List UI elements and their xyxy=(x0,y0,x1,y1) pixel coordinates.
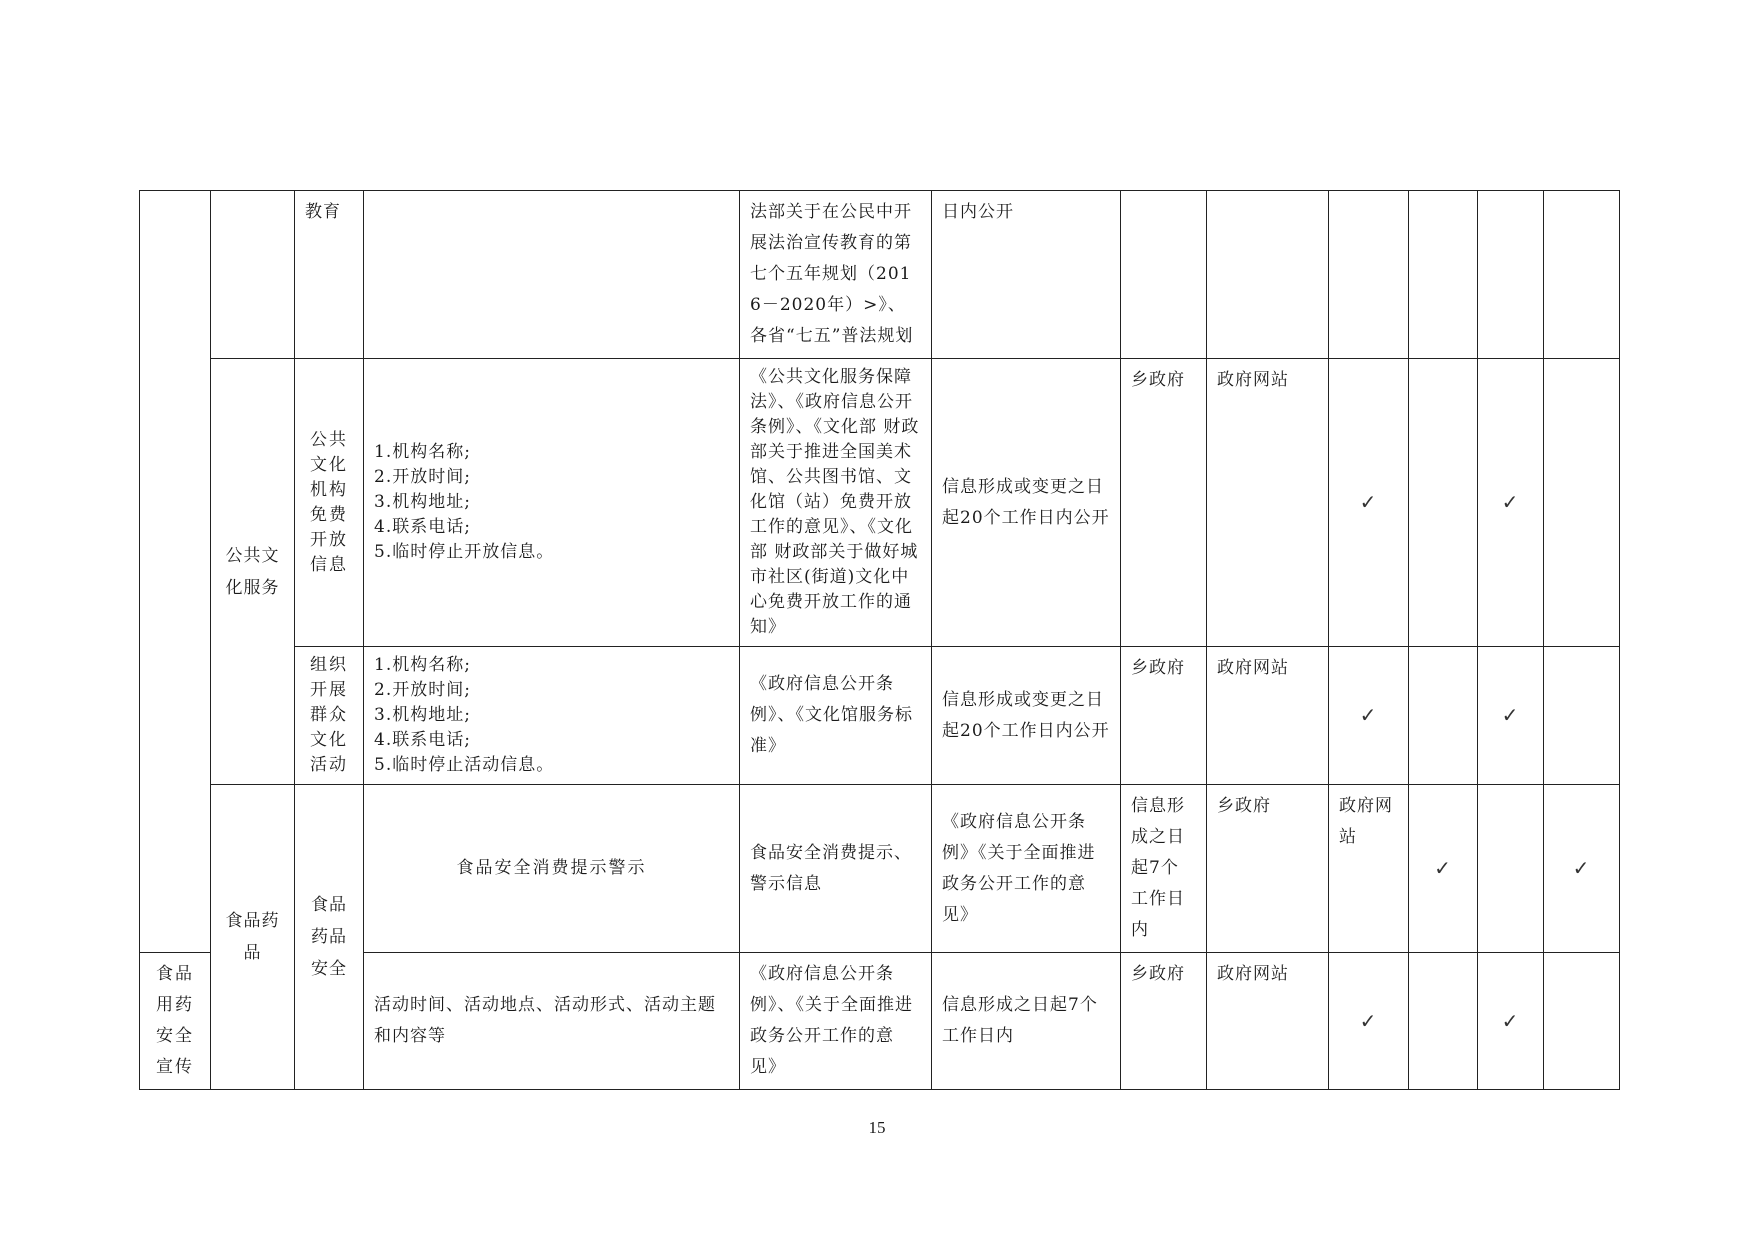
basis-cell: 法部关于在公民中开展法治宣传教育的第七个五年规划（2016－2020年）>》、各省“七五”普法规划 xyxy=(740,191,932,359)
content-item: 2.开放时间; xyxy=(374,680,471,700)
subcategory-food-drug-safety: 食品药品安全 xyxy=(295,785,364,1090)
item-cell: 食品安全消费提示警示 xyxy=(364,785,740,953)
subject-cell: 乡政府 xyxy=(1207,785,1329,953)
page-number: 15 xyxy=(868,1118,886,1137)
subject-cell: 乡政府 xyxy=(1121,647,1207,785)
timing-cell: 日内公开 xyxy=(932,191,1121,359)
table-row-culture-activities xyxy=(140,647,1620,785)
check-cell-blank xyxy=(1409,191,1478,359)
check-cell-blank xyxy=(1409,647,1478,785)
check-cell-a xyxy=(1329,191,1409,359)
checkmark-icon: ✓ xyxy=(1329,953,1409,1090)
disclosure-table-sheet xyxy=(139,190,1619,1090)
check-cell-blank xyxy=(1478,785,1544,953)
item-cell: 教育 xyxy=(295,191,364,359)
checkmark-icon: ✓ xyxy=(1478,359,1544,647)
checkmark-icon: ✓ xyxy=(1329,359,1409,647)
checkmark-icon: ✓ xyxy=(1329,647,1409,785)
checkmark-icon: ✓ xyxy=(1478,647,1544,785)
checkmark-icon: ✓ xyxy=(1544,785,1620,953)
subcategory-public-culture: 公共文化服务 xyxy=(211,359,295,785)
table-row-food-warning xyxy=(140,785,1620,953)
check-cell-blank xyxy=(1544,359,1620,647)
basis-cell: 《公共文化服务保障法》、《政府信息公开条例》、《文化部 财政部关于推进全国美术馆、公共图书馆、文化馆（站）免费开放工作的意见》、《文化部 财政部关于做好城市社区(街道)文化中心免费开放工作的通知》 xyxy=(740,359,932,647)
timing-cell: 信息形成之日起7个工作日内 xyxy=(1121,785,1207,953)
check-cell-blank xyxy=(1409,359,1478,647)
table-row-culture-free-opening xyxy=(140,359,1620,647)
item-cell: 公共文化机构免费开放信息 xyxy=(295,359,364,647)
checkmark-icon: ✓ xyxy=(1409,785,1478,953)
channel-cell: 政府网站 xyxy=(1329,785,1409,953)
channel-cell xyxy=(1207,191,1329,359)
timing-cell: 信息形成之日起7个工作日内 xyxy=(932,953,1121,1090)
content-item: 3.机构地址; xyxy=(374,705,471,725)
item-cell: 组织开展群众文化活动 xyxy=(295,647,364,785)
content-item: 1.机构名称; xyxy=(374,655,471,675)
content-item: 5.临时停止开放信息。 xyxy=(374,542,555,562)
content-item: 2.开放时间; xyxy=(374,467,471,487)
disclosure-table xyxy=(139,190,1620,1090)
category-food-drug: 食品药品 xyxy=(211,785,295,1090)
check-cell-blank xyxy=(1544,647,1620,785)
channel-cell: 政府网站 xyxy=(1207,953,1329,1090)
check-cell-b xyxy=(1478,191,1544,359)
content-cell xyxy=(364,191,740,359)
subcategory-cell-empty xyxy=(211,191,295,359)
basis-cell: 《政府信息公开条例》《关于全面推进政务公开工作的意见》 xyxy=(932,785,1121,953)
content-item: 4.联系电话; xyxy=(374,517,471,537)
category-cell-empty xyxy=(140,191,211,953)
content-cell: 食品安全消费提示、警示信息 xyxy=(740,785,932,953)
content-list xyxy=(364,647,740,785)
check-cell-blank xyxy=(1544,953,1620,1090)
table-row-continuation xyxy=(140,191,1620,359)
subject-cell xyxy=(1121,191,1207,359)
checkmark-icon: ✓ xyxy=(1478,953,1544,1090)
basis-cell: 《政府信息公开条例》、《文化馆服务标准》 xyxy=(740,647,932,785)
content-list xyxy=(364,359,740,647)
timing-cell: 信息形成或变更之日起20个工作日内公开 xyxy=(932,359,1121,647)
content-cell: 活动时间、活动地点、活动形式、活动主题和内容等 xyxy=(364,953,740,1090)
check-cell-blank xyxy=(1544,191,1620,359)
item-cell: 食品用药安全宣传 xyxy=(140,953,211,1090)
channel-cell: 政府网站 xyxy=(1207,647,1329,785)
timing-cell: 信息形成或变更之日起20个工作日内公开 xyxy=(932,647,1121,785)
channel-cell: 政府网站 xyxy=(1207,359,1329,647)
content-item: 4.联系电话; xyxy=(374,730,471,750)
content-item: 3.机构地址; xyxy=(374,492,471,512)
check-cell-blank xyxy=(1409,953,1478,1090)
subject-cell: 乡政府 xyxy=(1121,359,1207,647)
subject-cell: 乡政府 xyxy=(1121,953,1207,1090)
content-item: 1.机构名称; xyxy=(374,442,471,462)
content-item: 5.临时停止活动信息。 xyxy=(374,755,555,775)
basis-cell: 《政府信息公开条例》、《关于全面推进政务公开工作的意见》 xyxy=(740,953,932,1090)
